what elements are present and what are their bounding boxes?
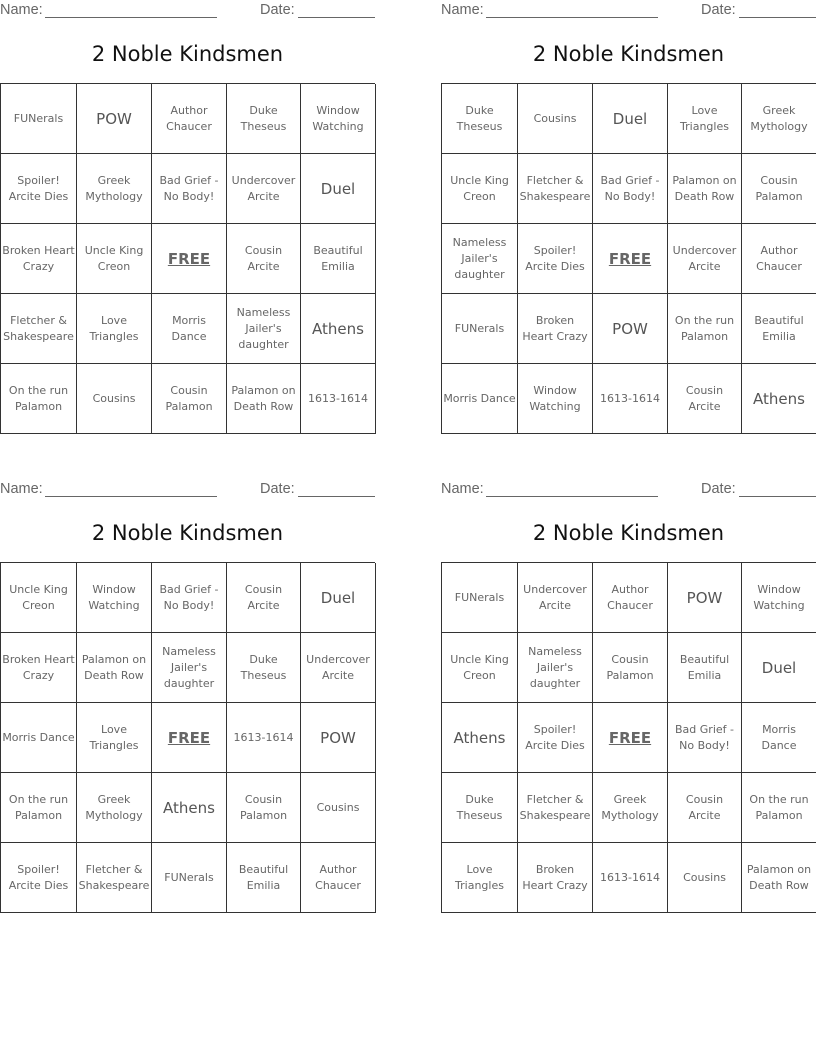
bingo-cell: Uncle King Creon (442, 633, 518, 703)
date-line (298, 17, 375, 18)
bingo-cell: FUNerals (442, 563, 518, 633)
bingo-cell: Duke Theseus (442, 84, 518, 154)
bingo-cell: Cousins (301, 773, 376, 843)
date-label: Date: (260, 481, 295, 497)
bingo-cell: Morris Dance (442, 364, 518, 434)
bingo-cell: Nameless Jailer's daughter (442, 224, 518, 294)
bingo-cell: Cousins (668, 843, 742, 913)
bingo-cell: Athens (442, 703, 518, 773)
card-title: 2 Noble Kindsmen (91, 42, 284, 66)
bingo-cell: On the run Palamon (1, 773, 77, 843)
bingo-cell: Nameless Jailer's daughter (152, 633, 227, 703)
bingo-cell: Undercover Arcite (301, 633, 376, 703)
date-line (739, 17, 816, 18)
bingo-cell: 1613-1614 (301, 364, 376, 434)
bingo-cell: On the run Palamon (1, 364, 77, 434)
bingo-cell: Undercover Arcite (518, 563, 593, 633)
bingo-cell: Athens (152, 773, 227, 843)
name-line (486, 496, 658, 497)
bingo-cell: 1613-1614 (593, 843, 668, 913)
bingo-cell: Bad Grief - No Body! (152, 154, 227, 224)
bingo-cell: Window Watching (518, 364, 593, 434)
bingo-cell: Uncle King Creon (1, 563, 77, 633)
bingo-cell: POW (301, 703, 376, 773)
bingo-cell: Nameless Jailer's daughter (227, 294, 301, 364)
bingo-cell: Beautiful Emilia (227, 843, 301, 913)
card-title: 2 Noble Kindsmen (532, 42, 725, 66)
bingo-cell: Duke Theseus (227, 633, 301, 703)
bingo-cell: FUNerals (152, 843, 227, 913)
bingo-cell: Greek Mythology (593, 773, 668, 843)
bingo-grid (0, 562, 375, 913)
bingo-cell: Cousin Arcite (668, 773, 742, 843)
bingo-cell: Bad Grief - No Body! (593, 154, 668, 224)
bingo-cell: Duel (593, 84, 668, 154)
name-label: Name: (441, 481, 484, 497)
bingo-cell: Broken Heart Crazy (518, 294, 593, 364)
bingo-grid (0, 83, 375, 434)
bingo-cell: Fletcher & Shakespeare (518, 154, 593, 224)
name-label: Name: (0, 481, 43, 497)
card-title: 2 Noble Kindsmen (91, 521, 284, 545)
bingo-cell: Greek Mythology (742, 84, 816, 154)
bingo-cell: Love Triangles (668, 84, 742, 154)
bingo-cell: POW (593, 294, 668, 364)
bingo-cell: Fletcher & Shakespeare (77, 843, 152, 913)
bingo-cell: Cousin Palamon (227, 773, 301, 843)
bingo-cell: Beautiful Emilia (668, 633, 742, 703)
bingo-cell: Duke Theseus (442, 773, 518, 843)
bingo-cell: Beautiful Emilia (301, 224, 376, 294)
bingo-cell: Morris Dance (1, 703, 77, 773)
bingo-cell: Undercover Arcite (227, 154, 301, 224)
bingo-cell: Athens (301, 294, 376, 364)
bingo-cell: 1613-1614 (227, 703, 301, 773)
bingo-cell: Morris Dance (152, 294, 227, 364)
name-line (45, 17, 217, 18)
bingo-cell: Author Chaucer (301, 843, 376, 913)
bingo-cell: Duel (301, 154, 376, 224)
bingo-cell: Broken Heart Crazy (1, 633, 77, 703)
bingo-cell: Palamon on Death Row (668, 154, 742, 224)
bingo-cell: Cousins (518, 84, 593, 154)
name-date-row (441, 2, 816, 20)
bingo-cell: Nameless Jailer's daughter (518, 633, 593, 703)
date-label: Date: (701, 481, 736, 497)
bingo-grid (441, 83, 816, 434)
bingo-cell: Cousin Arcite (227, 224, 301, 294)
bingo-cell: Uncle King Creon (442, 154, 518, 224)
bingo-cell: Palamon on Death Row (742, 843, 816, 913)
name-line (45, 496, 217, 497)
name-line (486, 17, 658, 18)
bingo-cell: Duel (301, 563, 376, 633)
bingo-cell: Love Triangles (77, 703, 152, 773)
bingo-cell: POW (668, 563, 742, 633)
bingo-cell: Bad Grief - No Body! (668, 703, 742, 773)
bingo-cell: Palamon on Death Row (77, 633, 152, 703)
bingo-cell: Duke Theseus (227, 84, 301, 154)
bingo-cell: Cousin Palamon (152, 364, 227, 434)
bingo-cell: Cousin Palamon (742, 154, 816, 224)
bingo-cell: FUNerals (442, 294, 518, 364)
date-line (739, 496, 816, 497)
bingo-cell: Beautiful Emilia (742, 294, 816, 364)
bingo-cell: POW (77, 84, 152, 154)
free-space-cell: FREE (152, 703, 227, 773)
name-date-row (441, 481, 816, 499)
bingo-cell: Undercover Arcite (668, 224, 742, 294)
date-line (298, 496, 375, 497)
bingo-cell: Spoiler! Arcite Dies (518, 224, 593, 294)
bingo-cell: 1613-1614 (593, 364, 668, 434)
bingo-cell: Window Watching (301, 84, 376, 154)
name-label: Name: (0, 2, 43, 18)
bingo-grid (441, 562, 816, 913)
bingo-cell: Duel (742, 633, 816, 703)
bingo-cell: Bad Grief - No Body! (152, 563, 227, 633)
bingo-cell: Cousin Arcite (668, 364, 742, 434)
bingo-cell: Greek Mythology (77, 154, 152, 224)
bingo-cell: On the run Palamon (668, 294, 742, 364)
bingo-cell: Broken Heart Crazy (518, 843, 593, 913)
date-label: Date: (701, 2, 736, 18)
free-space-cell: FREE (152, 224, 227, 294)
bingo-cell: Window Watching (742, 563, 816, 633)
bingo-cell: Author Chaucer (742, 224, 816, 294)
bingo-cell: Cousin Palamon (593, 633, 668, 703)
bingo-cell: Author Chaucer (593, 563, 668, 633)
bingo-cell: Author Chaucer (152, 84, 227, 154)
bingo-cell: Broken Heart Crazy (1, 224, 77, 294)
date-label: Date: (260, 2, 295, 18)
bingo-cell: Fletcher & Shakespeare (518, 773, 593, 843)
name-date-row (0, 2, 375, 20)
bingo-cell: Cousin Arcite (227, 563, 301, 633)
bingo-cell: Athens (742, 364, 816, 434)
bingo-cell: Love Triangles (77, 294, 152, 364)
free-space-cell: FREE (593, 703, 668, 773)
bingo-cell: Greek Mythology (77, 773, 152, 843)
name-label: Name: (441, 2, 484, 18)
bingo-cell: Uncle King Creon (77, 224, 152, 294)
bingo-cell: Fletcher & Shakespeare (1, 294, 77, 364)
bingo-cell: Cousins (77, 364, 152, 434)
bingo-cell: Spoiler! Arcite Dies (1, 843, 77, 913)
bingo-cell: Spoiler! Arcite Dies (1, 154, 77, 224)
bingo-cell: On the run Palamon (742, 773, 816, 843)
free-space-cell: FREE (593, 224, 668, 294)
card-title: 2 Noble Kindsmen (532, 521, 725, 545)
bingo-cell: Window Watching (77, 563, 152, 633)
bingo-cell: Morris Dance (742, 703, 816, 773)
bingo-cell: FUNerals (1, 84, 77, 154)
bingo-cell: Spoiler! Arcite Dies (518, 703, 593, 773)
name-date-row (0, 481, 375, 499)
bingo-cell: Love Triangles (442, 843, 518, 913)
bingo-cell: Palamon on Death Row (227, 364, 301, 434)
